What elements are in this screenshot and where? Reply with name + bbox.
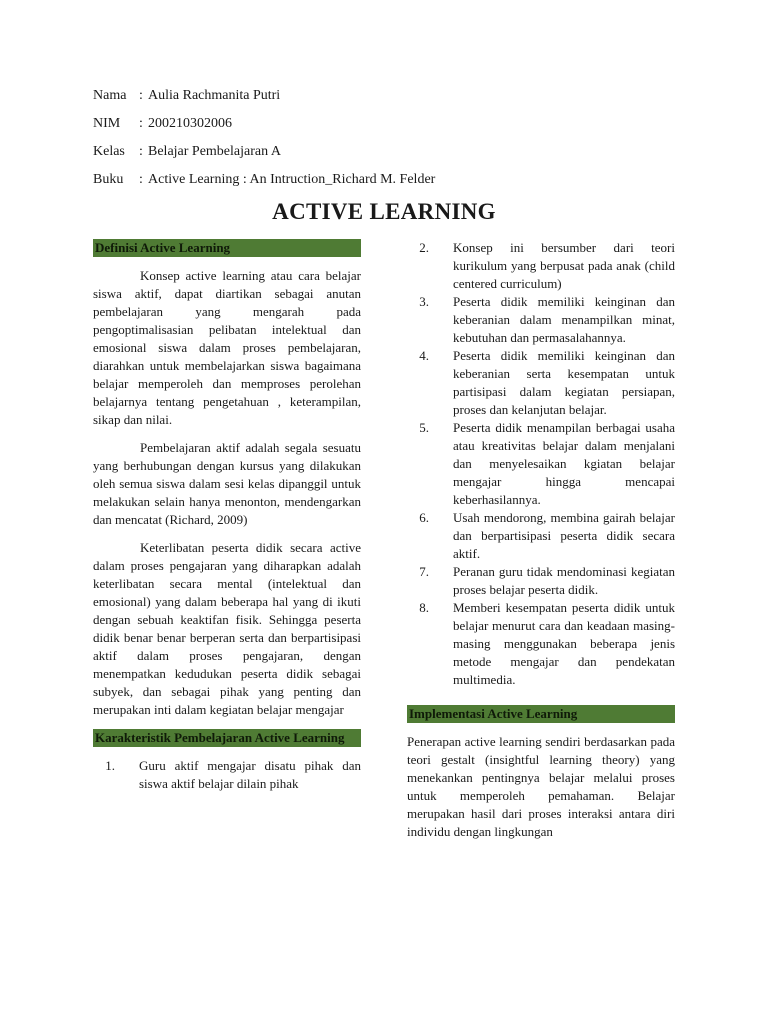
meta-label: Buku: [93, 172, 124, 187]
list-item: [407, 419, 675, 509]
list-item: [407, 599, 675, 689]
paragraph: Pembelajaran aktif adalah segala sesuatu yang berhubungan dengan kursus yang dilakukan oleh semua siswa dalam sesi kelas dipanggil untuk melakukan selain hanya menonton, mendengarkan dan mencatat (Richard, 2009): [93, 440, 361, 527]
list-text: Peranan guru tidak mendominasi kegiatan proses belajar peserta didik.: [453, 564, 675, 597]
meta-separator: :: [139, 88, 143, 103]
section-heading-definisi: Definisi Active Learning: [93, 239, 361, 257]
list-item: [407, 239, 675, 293]
meta-separator: :: [139, 144, 143, 159]
list-number: 6.: [419, 510, 429, 525]
meta-separator: :: [139, 116, 143, 131]
section-heading-karakteristik: Karakteristik Pembelajaran Active Learning: [93, 729, 361, 747]
list-item: [407, 293, 675, 347]
meta-value: Belajar Pembelajaran A: [148, 144, 281, 159]
paragraph: Keterlibatan peserta didik secara active dalam proses pengajaran yang diharapkan adalah keterlibatan secara mental (intelektual dan emosional) yang dalam beberapa hal yang di ikuti dengan sebuah keaktifan fisik. Sehingga peserta didik benar benar berperan serta dan berpartisipasi aktif dalam proses pengajaran, dengan menempatkan kedudukan peserta didik sebagai subyek, dan sebagai pihak yang penting dan merupakan inti dalam kegiatan belajar mengajar: [93, 540, 361, 717]
student-info: [93, 86, 435, 198]
list-number: 3.: [419, 294, 429, 309]
section-heading-implementasi: Implementasi Active Learning: [407, 705, 675, 723]
right-column: [407, 239, 675, 851]
list-item: [93, 757, 361, 793]
list-text: Peserta didik memiliki keinginan dan keberanian dalam menampilkan minat, kebutuhan dan permasalahannya.: [453, 294, 675, 345]
characteristics-list-continued: [407, 239, 675, 689]
list-number: 1.: [105, 758, 115, 773]
meta-row-buku: [93, 170, 435, 198]
left-column: [93, 239, 361, 793]
list-text: Peserta didik menampilan berbagai usaha atau kreativitas belajar dalam menjalani dan menyelesaikan kgiatan belajar mengajar hingga mencapai keberhasilannya.: [453, 420, 675, 507]
meta-separator: :: [139, 172, 143, 187]
paragraph: Konsep active learning atau cara belajar siswa aktif, dapat diartikan sebagai anutan pembelajaran yang mengarah pada pengoptimalisasian pelibatan intelektual dan emosional siswa dalam proses pembelajaran, diarahkan untuk membelajarkan siswa bagaimana belajar memperoleh dan memproses perolehan belajarnya tentang pengetahuan , keterampilan, sikap dan nilai.: [93, 268, 361, 427]
list-number: 8.: [419, 600, 429, 615]
list-item: [407, 347, 675, 419]
meta-row-nim: [93, 114, 435, 142]
list-item: [407, 509, 675, 563]
meta-value: Aulia Rachmanita Putri: [148, 88, 281, 103]
meta-label: NIM: [93, 116, 121, 131]
meta-label: Nama: [93, 88, 127, 103]
list-text: Usah mendorong, membina gairah belajar dan berpartisipasi peserta didik secara aktif.: [453, 510, 675, 561]
characteristics-list: [93, 757, 361, 793]
document-title: ACTIVE LEARNING: [272, 199, 496, 224]
meta-value: Active Learning : An Intruction_Richard M. Felder: [148, 172, 436, 187]
list-number: 7.: [419, 564, 429, 579]
list-number: 5.: [419, 420, 429, 435]
meta-row-nama: [93, 86, 435, 114]
paragraph: Penerapan active learning sendiri berdasarkan pada teori gestalt (insightful learning theory) yang menekankan pentingnya belajar melalui proses untuk memperoleh pemahaman. Belajar merupakan hasil dari proses interaksi antara diri individu dengan lingkungan: [407, 734, 675, 839]
meta-label: Kelas: [93, 144, 125, 159]
list-text: Guru aktif mengajar disatu pihak dan siswa aktif belajar dilain pihak: [139, 758, 361, 791]
meta-value: 200210302006: [148, 116, 232, 131]
list-text: Memberi kesempatan peserta didik untuk belajar menurut cara dan keadaan masing-masing menggunakan beberapa jenis metode mengajar dan pendekatan multimedia.: [453, 600, 675, 687]
list-text: Peserta didik memiliki keinginan dan keberanian serta kesempatan untuk partisipasi dalam kegiatan persiapan, proses dan kelanjutan belajar.: [453, 348, 675, 417]
list-number: 2.: [419, 240, 429, 255]
list-number: 4.: [419, 348, 429, 363]
meta-row-kelas: [93, 142, 435, 170]
list-item: [407, 563, 675, 599]
list-text: Konsep ini bersumber dari teori kurikulum yang berpusat pada anak (child centered curriculum): [453, 240, 675, 291]
